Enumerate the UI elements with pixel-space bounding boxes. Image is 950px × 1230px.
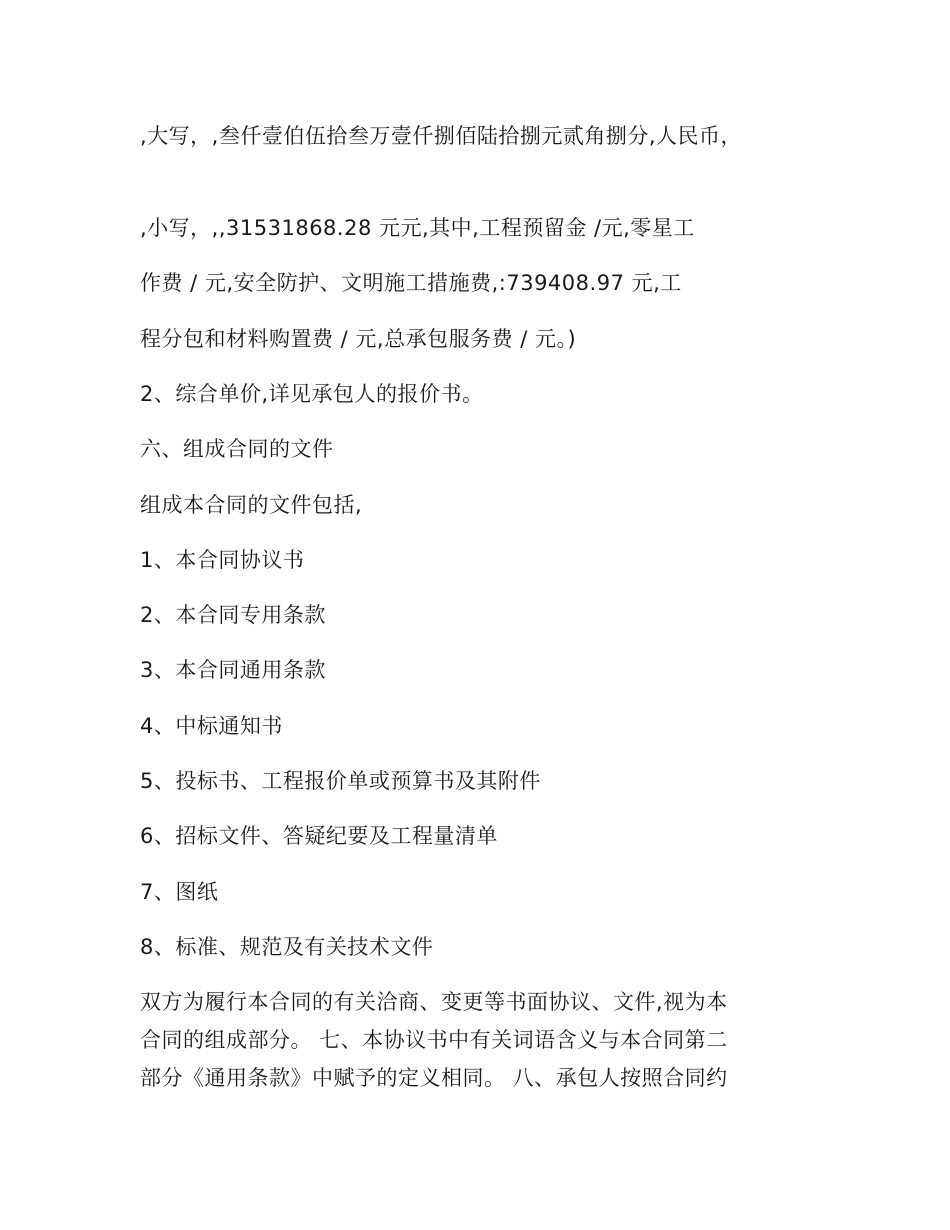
- list-item: 7、图纸: [140, 880, 219, 904]
- amount-in-words-line: ,大写，,叁仟壹伯伍拾叁万壹仟捌佰陆拾捌元贰角捌分,人民币，: [140, 124, 743, 148]
- section-heading-contract-documents: 六、组成合同的文件: [140, 437, 334, 461]
- paragraph-line: 双方为履行本合同的有关洽商、变更等书面协议、文件,视为本: [140, 990, 728, 1014]
- list-item: 6、招标文件、答疑纪要及工程量清单: [140, 824, 498, 848]
- list-item: 8、标准、规范及有关技术文件: [140, 935, 434, 959]
- list-item: 4、中标通知书: [140, 714, 283, 738]
- list-item: 2、本合同专用条款: [140, 603, 326, 627]
- contract-documents-intro: 组成本合同的文件包括,: [140, 493, 363, 517]
- fee-breakdown-line: 作费 / 元,安全防护、文明施工措施费,:739408.97 元,工: [140, 271, 682, 295]
- paragraph-line: 合同的组成部分。 七、本协议书中有关词语含义与本合同第二: [140, 1028, 728, 1052]
- paragraph-line: 部分《通用条款》中赋予的定义相同。 八、承包人按照合同约: [140, 1066, 728, 1090]
- list-item: 1、本合同协议书: [140, 548, 305, 572]
- fee-breakdown-line-2: 程分包和材料购置费 / 元,总承包服务费 / 元。): [140, 327, 577, 351]
- list-item: 3、本合同通用条款: [140, 658, 326, 682]
- unit-price-clause: 2、综合单价,详见承包人的报价书。: [140, 382, 484, 406]
- amount-in-figures-line: ,小写，,,31531868.28 元元,其中,工程预留金 /元,零星工: [140, 216, 695, 240]
- list-item: 5、投标书、工程报价单或预算书及其附件: [140, 769, 541, 793]
